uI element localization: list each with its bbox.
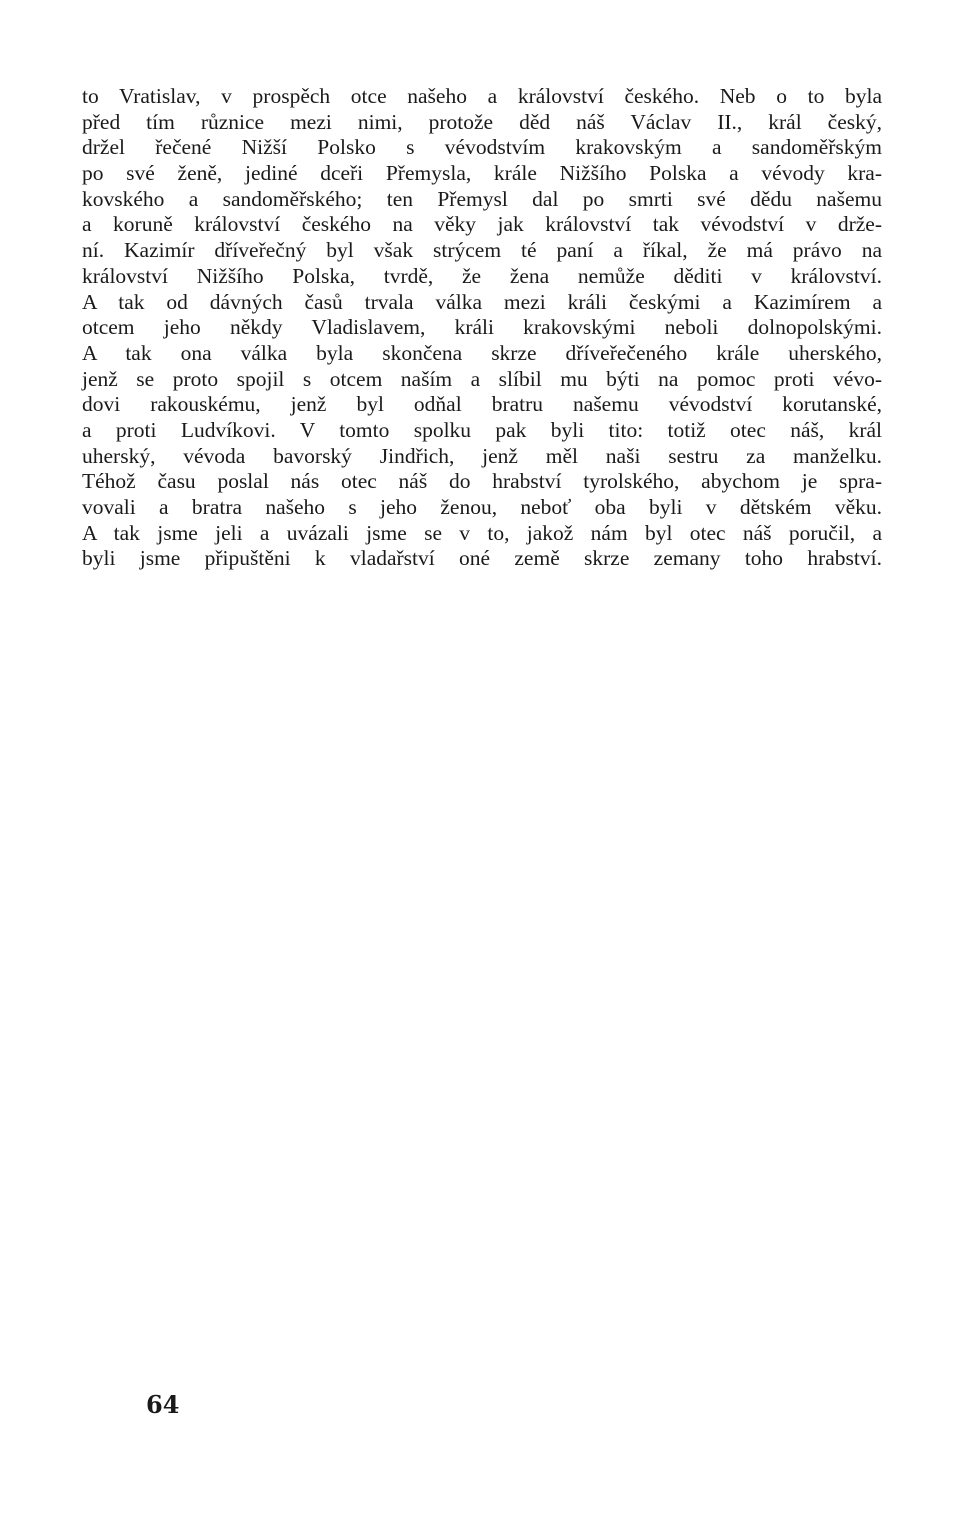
page-number: 64 [146, 1390, 180, 1419]
text-line: A tak ona válka byla skončena skrze dříveřečeného krále uherského, [82, 340, 882, 365]
text-line: kovského a sandoměřského; ten Přemysl dal po smrti své dědu našemu [82, 186, 882, 211]
text-line: po své ženě, jediné dceři Přemysla, krále Nižšího Polska a vévody kra- [82, 161, 882, 186]
text-line: dovi rakouskému, jenž byl odňal bratru našemu vévodství korutanské, [82, 392, 882, 417]
text-line: držel řečené Nižší Polsko s vévodstvím krakovským a sandoměřským [82, 135, 882, 160]
text-line: ní. Kazimír dříveřečný byl však strýcem té paní a říkal, že má právo na [82, 238, 882, 263]
text-line: A tak jsme jeli a uvázali jsme se v to, jakož nám byl otec náš poručil, a [82, 520, 882, 545]
text-line: a proti Ludvíkovi. V tomto spolku pak byli tito: totiž otec náš, král [82, 417, 882, 442]
text-line: před tím různice mezi nimi, protože děd náš Václav II., král český, [82, 109, 882, 134]
text-line: A tak od dávných časů trvala válka mezi králi českými a Kazimírem a [82, 289, 882, 314]
text-line: jenž se proto spojil s otcem naším a slíbil mu býti na pomoc proti vévo- [82, 366, 882, 391]
text-line: byli jsme připuštěni k vladařství oné země skrze zemany toho hrabství. [82, 546, 882, 571]
text-line: království Nižšího Polska, tvrdě, že žena nemůže děditi v království. [82, 263, 882, 288]
text-line: Téhož času poslal nás otec náš do hrabství tyrolského, abychom je spra- [82, 469, 882, 494]
text-line: to Vratislav, v prospěch otce našeho a království českého. Neb o to byla [82, 84, 882, 108]
text-line: a koruně království českého na věky jak království tak vévodství v drže- [82, 212, 882, 237]
text-line: vovali a bratra našeho s jeho ženou, neboť oba byli v dětském věku. [82, 495, 882, 519]
text-line: uherský, vévoda bavorský Jindřich, jenž měl naši sestru za manželku. [82, 443, 882, 468]
text-line: otcem jeho někdy Vladislavem, králi krakovskými neboli dolnopolskými. [82, 315, 882, 340]
body-text [82, 84, 882, 572]
